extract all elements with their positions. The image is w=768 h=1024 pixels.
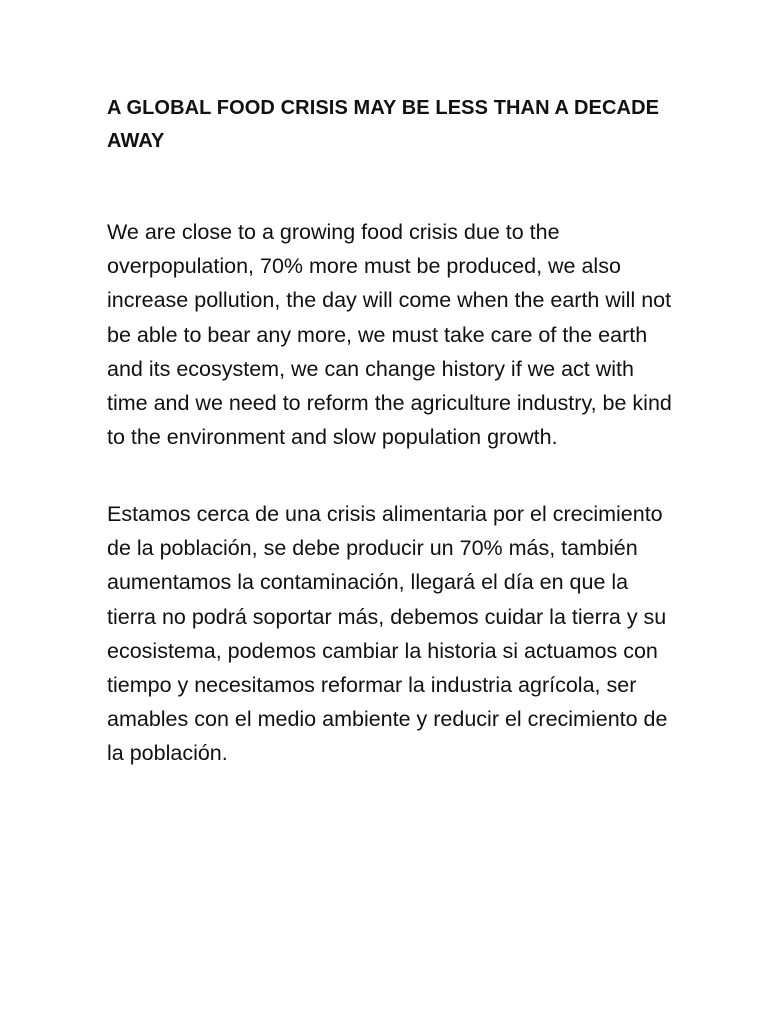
paragraph-english: We are close to a growing food crisis due to the overpopulation, 70% more must be produced, we also increase pollution, the day will come when the earth will not be able to bear any more, we must take care of the earth and its ecosystem, we can change history if we act with time and we need to reform the agriculture industry, be kind to the environment and slow population growth. xyxy=(107,220,672,450)
paragraph-spanish: Estamos cerca de una crisis alimentaria por el crecimiento de la población, se debe producir un 70% más, también aumentamos la contaminación, llegará el día en que la tierra no podrá soportar más, debemos cuidar la tierra y su ecosistema, podemos cambiar la historia si actuamos con tiempo y necesitamos reformar la industria agrícola, ser amables con el medio ambiente y reducir el crecimiento de la población. xyxy=(107,502,668,766)
document-title: A GLOBAL FOOD CRISIS MAY BE LESS THAN A DECADE AWAY xyxy=(107,97,660,152)
